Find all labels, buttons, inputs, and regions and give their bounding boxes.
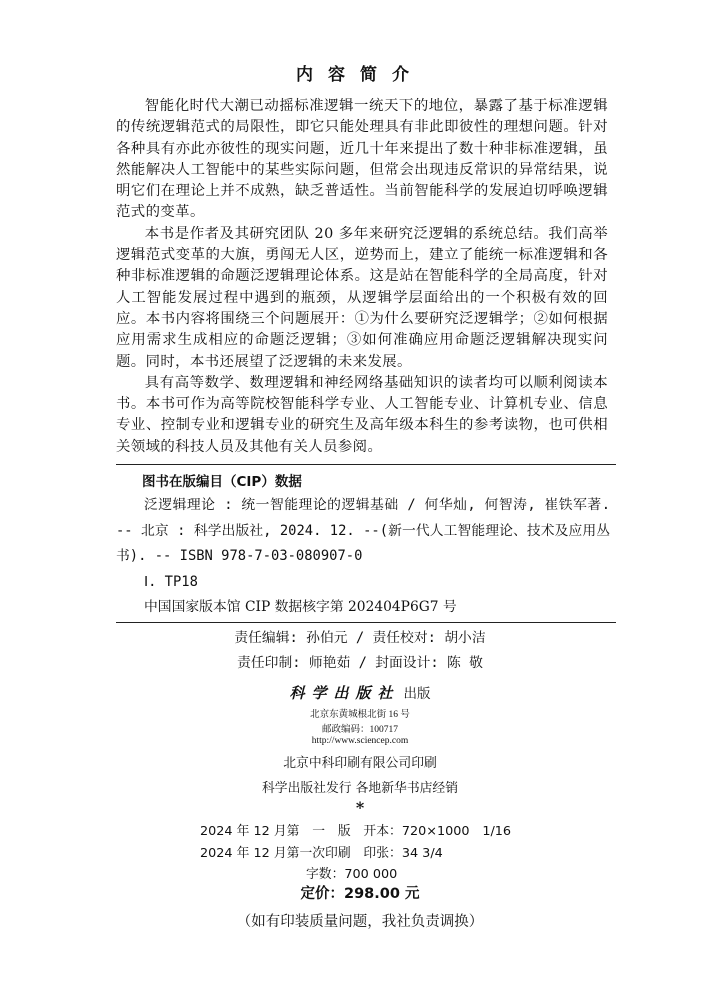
- edition-line: 2024 年 12 月第 一 版 开本：720×1000 1/16: [200, 824, 512, 839]
- cip-record: [116, 493, 610, 621]
- quality-notice: （如有印装质量问题，我社负责调换）: [236, 914, 484, 930]
- publisher-logo-name: 科学出版社: [289, 684, 400, 702]
- publisher-suffix: 出版: [403, 686, 431, 702]
- cip-classification: Ⅰ. TP18: [144, 573, 198, 590]
- divider-star: *: [355, 798, 365, 817]
- cip-bottom-rule: [116, 622, 616, 623]
- intro-paragraph: 智能化时代大潮已动摇标准逻辑一统天下的地位，暴露了基于标准逻辑的传统逻辑范式的局限性，即它只能处理具有非此即彼性的理想问题。针对各种具有亦此亦彼性的现实问题，近几十年来提出了数十种非标准逻辑，虽然能解决人工智能中的某些实际问题，但常会出现违反常识的异常结果，说明它们在理论上并不成熟，缺乏普适性。当前智能科学的发展迫切呼唤逻辑范式的变革。: [116, 98, 608, 221]
- intro-paragraph: 本书是作者及其研究团队 20 多年来研究泛逻辑的系统总结。我们高举逻辑范式变革的大旗，勇闯无人区，逆势而上，建立了能统一标准逻辑和各种非标准逻辑的命题泛逻辑理论体系。这是站在智能科学的全局高度，针对人工智能发展过程中遇到的瓶颈，从逻辑学层面给出的一个积极有效的回应。本书内容将围绕三个问题展开：①为什么要研究泛逻辑学；②如何根据应用需求生成相应的命题泛逻辑；③如何准确应用命题泛逻辑解决现实问题。同时，本书还展望了泛逻辑的未来发展。: [116, 225, 608, 370]
- printer-line: 北京中科印刷有限公司印刷: [283, 756, 437, 771]
- publisher-postcode: 邮政编码：100717: [321, 725, 398, 735]
- intro-section: [116, 96, 608, 458]
- word-count: 字数：700 000: [306, 867, 398, 882]
- staff-line-printing: 责任印制: 师艳茹 / 封面设计: 陈 敬: [237, 655, 483, 671]
- cip-heading: 图书在版编目（CIP）数据: [142, 474, 302, 490]
- distribution-line: 科学出版社发行 各地新华书店经销: [261, 781, 459, 796]
- cip-top-rule: [116, 464, 616, 465]
- intro-title: 内容简介: [296, 65, 424, 85]
- publisher-line: [0, 682, 720, 703]
- price: 定价：298.00 元: [300, 886, 420, 902]
- cip-verification: 中国国家版本馆 CIP 数据核字第 202404P6G7 号: [144, 599, 457, 615]
- publisher-website: http://www.sciencep.com: [311, 736, 409, 746]
- intro-paragraph: 具有高等数学、数理逻辑和神经网络基础知识的读者均可以顺利阅读本书。本书可作为高等院校智能科学专业、人工智能专业、计算机专业、信息专业、控制专业和逻辑专业的研究生及高年级本科生的参考读物，也可供相关领域的科技人员及其他有关人员参阅。: [116, 374, 608, 455]
- staff-line-editor: 责任编辑: 孙伯元 / 责任校对: 胡小洁: [234, 630, 486, 646]
- publisher-address: 北京东黄城根北街 16 号: [310, 710, 410, 720]
- printing-line: 2024 年 12 月第一次印刷 印张：34 3/4: [200, 846, 443, 861]
- staff-credits: [0, 626, 720, 676]
- cip-entry: 泛逻辑理论 : 统一智能理论的逻辑基础 / 何华灿, 何智涛, 崔铁军著. -- 北京 : 科学出版社, 2024. 12. --(新一代人工智能理论、技术及应用丛书). -- ISBN 978-7-03-080907-0: [116, 497, 610, 564]
